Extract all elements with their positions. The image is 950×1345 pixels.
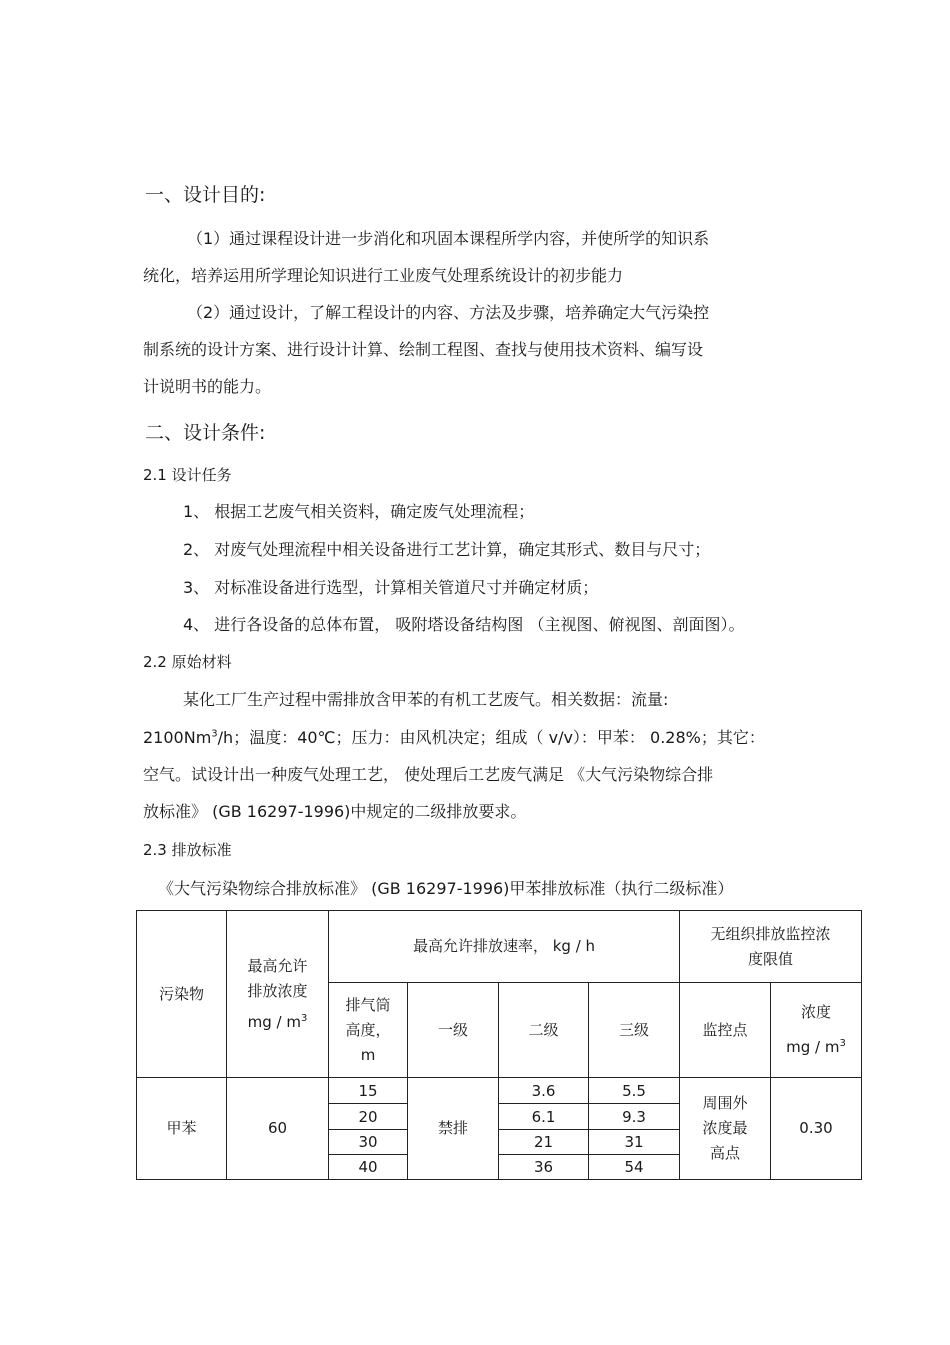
monitor-line3: 高点 [709,1144,740,1162]
raw-material-line4: 放标准》 (GB 16297-1996)中规定的二级排放要求。 [143,802,527,821]
cell-level-3: 31 [589,1130,680,1155]
emission-standard-table [136,910,862,1180]
subsection-2-2: 2.2 原始材料 [143,653,232,671]
header-max-conc-unit [227,1010,328,1035]
task-item-4: 4、 进行各设备的总体布置， 吸附塔设备结构图 （主视图、俯视图、剖面图）。 [183,615,745,634]
cell-height: 30 [329,1130,408,1155]
cell-max-concentration: 60 [227,1078,329,1180]
header-unorganized-limit [680,911,862,983]
cell-level-3: 54 [589,1155,680,1180]
cell-level-2: 21 [499,1130,589,1155]
header-unorg-line2: 度限值 [747,949,793,968]
header-level-3: 三级 [589,983,680,1078]
unit-text: mg / m [247,1012,301,1031]
cell-monitor-point [680,1078,771,1180]
table-caption: 《大气污染物综合排放标准》 (GB 16297-1996)甲苯排放标准（执行二级标准） [158,879,734,898]
unit-exponent: 3 [300,1012,308,1024]
cell-height: 15 [329,1078,408,1104]
cell-level-3: 9.3 [589,1104,680,1130]
purpose-p1-line2: 统化，培养运用所学理论知识进行工业废气处理系统设计的初步能力 [143,266,624,285]
header-height-line3: m [360,1045,376,1064]
cell-height: 40 [329,1155,408,1180]
header-monitor-point: 监控点 [680,983,771,1078]
header-conc-unit [771,1035,861,1060]
purpose-p2-line2: 制系统的设计方案、进行设计计算、绘制工程图、查找与使用技术资料、编写设 [143,340,704,359]
flow-value: 2100Nm [143,728,212,747]
monitor-line1: 周围外 [702,1094,748,1112]
header-max-concentration [227,911,329,1078]
conditions-text: /h；温度：40℃；压力：由风机决定；组成（ v/v）：甲苯： 0.28%；其它： [217,728,765,747]
header-unorg-line1: 无组织排放监控浓 [710,924,831,943]
header-pollutant: 污染物 [137,911,227,1078]
header-conc-label: 浓度 [800,1003,831,1021]
cell-concentration: 0.30 [771,1078,862,1180]
cell-level-1: 禁排 [408,1078,499,1180]
section-2-heading: 二、设计条件: [145,422,266,444]
cell-level-2: 3.6 [499,1078,589,1104]
task-item-3: 3、 对标准设备进行选型，计算相关管道尺寸并确定材质； [183,578,599,597]
header-max-conc-line2: 排放浓度 [247,981,308,1000]
header-level-1: 一级 [408,983,499,1078]
task-item-1: 1、 根据工艺废气相关资料，确定废气处理流程； [183,502,535,521]
raw-material-line2 [143,725,765,748]
flow-unit-exponent: 3 [211,728,218,740]
header-concentration [771,983,862,1078]
raw-material-line1: 某化工厂生产过程中需排放含甲苯的有机工艺废气。相关数据：流量: [183,690,669,709]
table-header-row-1 [137,911,862,983]
header-stack-height [329,983,408,1078]
monitor-line2: 浓度最 [702,1119,748,1137]
purpose-p1-line1: （1）通过课程设计进一步消化和巩固本课程所学内容，并使所学的知识系 [187,229,710,248]
header-height-line2: 高度， [345,1020,391,1039]
unit-exponent: 3 [839,1038,846,1049]
header-max-rate: 最高允许排放速率， kg / h [329,911,680,983]
cell-level-3: 5.5 [589,1078,680,1104]
raw-material-line3: 空气。试设计出一种废气处理工艺， 使处理后工艺废气满足 《大气污染物综合排 [143,765,714,784]
purpose-p2-line1: （2）通过设计，了解工程设计的内容、方法及步骤，培养确定大气污染控 [187,303,710,322]
table-row [137,1078,862,1104]
cell-level-2: 6.1 [499,1104,589,1130]
header-level-2: 二级 [499,983,589,1078]
header-height-line1: 排气筒 [345,995,391,1014]
cell-pollutant: 甲苯 [137,1078,227,1180]
subsection-2-1: 2.1 设计任务 [143,466,232,484]
unit-text: mg / m [786,1038,840,1056]
header-max-conc-line1: 最高允许 [247,956,308,975]
section-1-heading: 一、设计目的: [145,184,266,206]
cell-level-2: 36 [499,1155,589,1180]
subsection-2-3: 2.3 排放标准 [143,841,232,859]
cell-height: 20 [329,1104,408,1130]
task-item-2: 2、 对废气处理流程中相关设备进行工艺计算，确定其形式、数目与尺寸； [183,540,711,559]
purpose-p2-line3: 计说明书的能力。 [143,377,272,396]
